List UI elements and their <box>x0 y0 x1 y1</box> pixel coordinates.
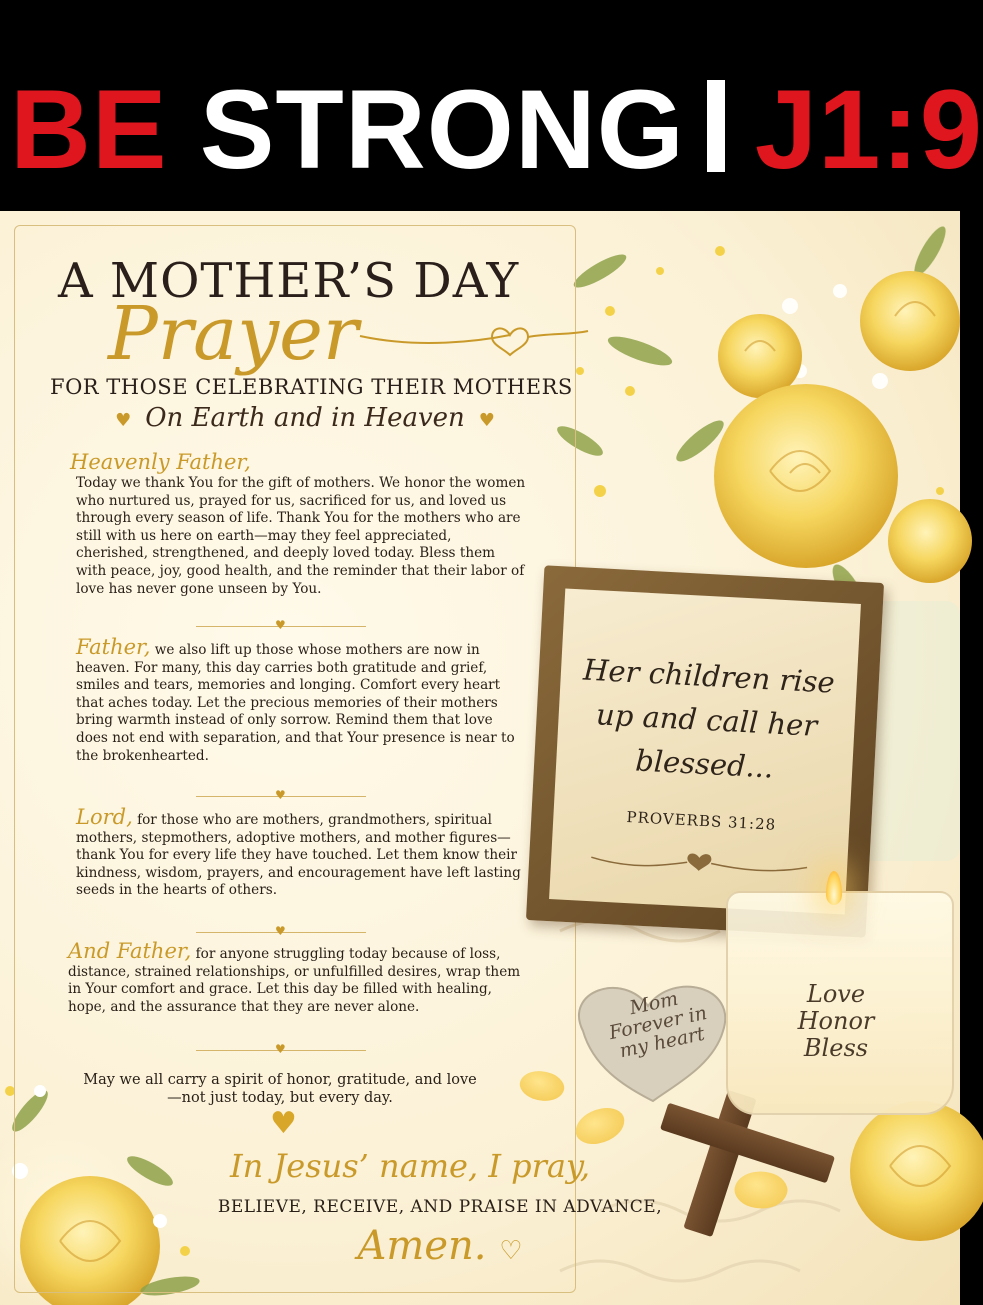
divider <box>196 618 366 632</box>
banner-reference: J1:9 <box>754 67 983 192</box>
top-banner <box>0 0 983 211</box>
heart-icon: ♥ <box>115 410 132 431</box>
closing-text: May we all carry a spirit of honor, gratitude, and love—not just today, but every day. <box>83 1072 477 1106</box>
poster-title: A MOTHER’S DAY <box>58 253 520 309</box>
prayer-paragraph <box>76 635 526 765</box>
mothers-day-poster <box>0 211 960 1305</box>
subtitle-script-text: On Earth and in Heaven <box>145 403 465 433</box>
jesus-line: In Jesus’ name, I pray, <box>230 1147 590 1185</box>
divider <box>196 788 366 802</box>
banner-word-strong: STRONG <box>199 67 685 192</box>
believe-line: BELIEVE, RECEIVE, AND PRAISE IN ADVANCE, <box>217 1197 663 1217</box>
paragraph-lead: Father, <box>76 635 151 659</box>
heart-outline-icon: ♡ <box>499 1236 523 1266</box>
candle-text: Love Honor Bless <box>797 980 875 1062</box>
heart-icon: ♥ <box>275 924 286 938</box>
heart-icon: ♥ <box>275 788 286 802</box>
frame-reference: PROVERBS 31:28 <box>626 807 777 834</box>
heart-stone <box>563 971 733 1106</box>
flourish-heart-icon <box>360 311 590 351</box>
amen-text: Amen. <box>357 1223 487 1269</box>
paragraph-lead: Heavenly Father, <box>70 450 251 474</box>
paragraph-body: we also lift up those whose mothers are now in heaven. For many, this day carries both gratitude and grief, smiles and tears, memories and longing. Comfort every heart that aches today. Let the precious memories of their mothers bring warmth instead of only sorrow. Remind them that love does not end with separation, and that Your presence is near to the brokenhearted. <box>76 642 515 764</box>
prayer-paragraph <box>76 805 526 900</box>
paragraph-body: Today we thank You for the gift of mothers. We honor the women who nurtured us, prayed for us, sacrificed for us, and loved us through every season of life. Thank You for the mothers who are still with us here on earth—may they feel appreciated, cherished, strengthened, and deeply loved today. Bless them with peace, joy, good health, and the reminder that their labor of love has never gone unseen by You. <box>76 475 526 597</box>
poster-subtitle-script <box>50 403 560 433</box>
stone-text: Mom Forever in my heart <box>607 987 709 1063</box>
heart-icon: ♥ <box>478 410 495 431</box>
heart-icon: ♥ <box>275 1042 286 1056</box>
paragraph-body: for those who are mothers, grandmothers, spiritual mothers, stepmothers, adoptive mothers, and mother figures—thank You for every life they have touched. Let them know their kindness, wisdom, prayers, and encouragement have left lasting seeds in the hearts of others. <box>76 812 521 899</box>
paragraph-lead: And Father, <box>68 939 192 963</box>
flame-icon <box>826 871 842 905</box>
heart-icon: ♥ <box>275 618 286 632</box>
banner-separator <box>707 80 725 172</box>
candle <box>726 851 950 1111</box>
divider <box>196 924 366 938</box>
banner-word-be: BE <box>10 67 168 192</box>
prayer-paragraph <box>70 449 526 598</box>
divider <box>196 1042 366 1056</box>
paragraph-lead: Lord, <box>76 805 133 829</box>
heart-icon: ♥ <box>270 1106 297 1141</box>
prayer-paragraph <box>68 939 526 1016</box>
poster-subtitle: FOR THOSE CELEBRATING THEIR MOTHERS <box>50 375 573 399</box>
amen-line <box>320 1223 560 1269</box>
poster-title-script: Prayer <box>108 291 359 377</box>
paragraph-body: for anyone struggling today because of loss, distance, strained relationships, or unfulfilled desires, wrap them in Your comfort and grace. Let this day be filled with healing, hope, and the assurance that they are never alone. <box>68 946 521 1015</box>
banner-headline <box>10 67 983 192</box>
frame-quote: Her children rise up and call her blessed... <box>582 652 836 785</box>
